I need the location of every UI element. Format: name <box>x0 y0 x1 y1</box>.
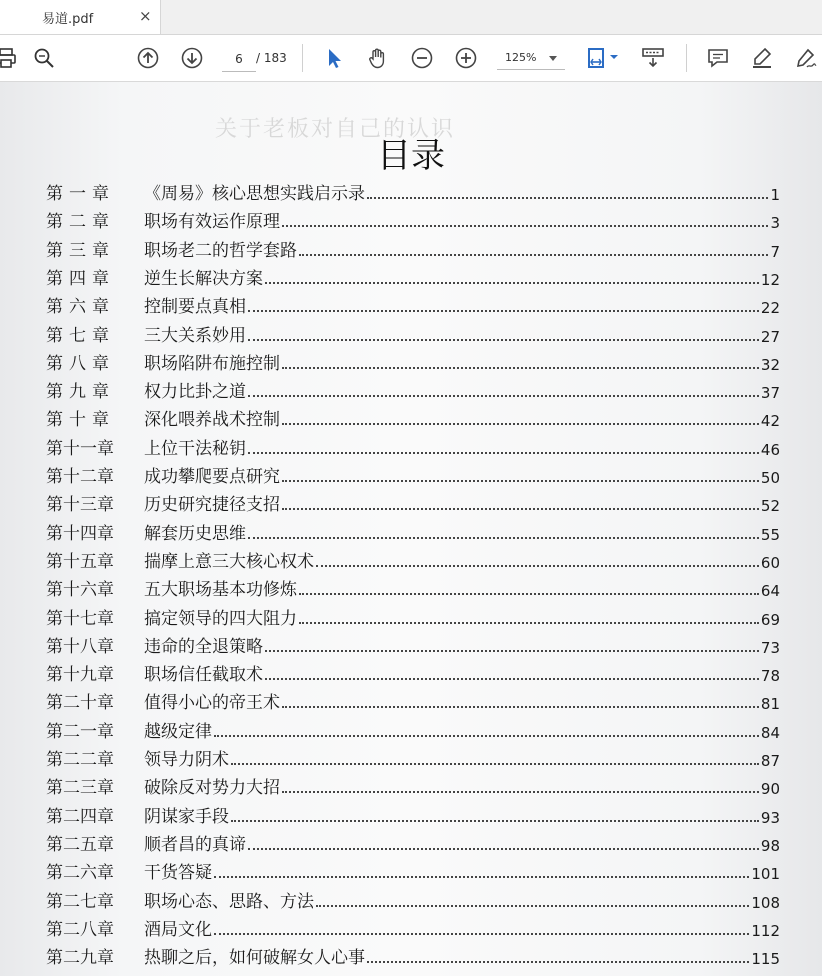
toc-page-number: 112 <box>751 921 780 940</box>
toc-chapter-title: 控制要点真相 <box>144 297 246 318</box>
toc-entry[interactable] <box>46 237 780 261</box>
toc-entry[interactable] <box>46 605 780 629</box>
tab-title: 易道.pdf <box>42 12 94 27</box>
toc-entry[interactable] <box>46 378 780 402</box>
toc-page-number: 1 <box>770 186 780 204</box>
toc-dot-leader <box>367 960 749 963</box>
toc-chapter-title: 顺者昌的真谛 <box>144 834 246 855</box>
toc-dot-leader <box>248 451 759 454</box>
comment-icon[interactable] <box>706 46 730 70</box>
toc-entry[interactable] <box>46 293 780 317</box>
print-icon[interactable] <box>0 46 18 70</box>
toc-entry[interactable] <box>46 463 780 487</box>
toc-page-number: 101 <box>751 865 780 884</box>
toc-chapter-title: 酒局文化 <box>144 919 212 940</box>
toc-chapter-number: 第二四章 <box>46 806 114 827</box>
toc-dot-leader <box>214 875 749 878</box>
toc-page-number: 3 <box>770 214 780 233</box>
toc-dot-leader <box>282 366 759 369</box>
toc-chapter-number: 第十五章 <box>46 551 114 572</box>
toc-page-number: 98 <box>760 836 780 855</box>
toc-chapter-title: 解套历史思维 <box>144 523 246 544</box>
toc-entry[interactable] <box>46 350 780 374</box>
toc-dot-leader <box>299 592 759 595</box>
toc-dot-leader <box>231 762 759 765</box>
toc-page-number: 27 <box>760 327 780 346</box>
highlight-icon[interactable] <box>750 46 774 70</box>
toolbar-divider <box>302 44 303 72</box>
toc-entry[interactable] <box>46 831 780 855</box>
fit-page-icon[interactable] <box>586 46 622 70</box>
toc-page-number: 93 <box>760 808 780 827</box>
toc-chapter-number: 第九章 <box>46 382 115 403</box>
toc-chapter-title: 干货答疑 <box>144 863 212 884</box>
toc-entry[interactable] <box>46 916 780 940</box>
toc-chapter-number: 第十三章 <box>46 495 114 516</box>
toc-chapter-title: 逆生长解决方案 <box>144 268 263 289</box>
toc-entry[interactable] <box>46 548 780 572</box>
toc-chapter-title: 《周易》核心思想实践启示录 <box>144 184 365 204</box>
toc-entry[interactable] <box>46 208 780 232</box>
page-down-icon[interactable] <box>180 46 204 70</box>
toc-page-number: 69 <box>760 610 780 629</box>
toc-chapter-number: 第十章 <box>46 410 115 431</box>
toc-chapter-number: 第四章 <box>46 268 115 289</box>
document-tab[interactable] <box>0 0 161 34</box>
toc-chapter-number: 第二六章 <box>46 863 114 884</box>
toc-page-number: 32 <box>760 355 780 374</box>
toc-chapter-number: 第二十章 <box>46 693 114 714</box>
toc-chapter-number: 第二三章 <box>46 778 114 799</box>
toc-dot-leader <box>367 196 768 199</box>
toolbar-divider <box>686 44 687 72</box>
toc-chapter-title: 职场有效运作原理 <box>144 212 280 233</box>
toc-entry[interactable] <box>46 888 780 912</box>
toc-page-number: 37 <box>760 384 780 403</box>
toc-dot-leader <box>282 224 768 227</box>
toc-chapter-number: 第二八章 <box>46 919 114 940</box>
page-number-input[interactable] <box>222 47 256 72</box>
toc-chapter-title: 值得小心的帝王术 <box>144 693 280 714</box>
toc-entry[interactable] <box>46 803 780 827</box>
toc-chapter-number: 第十二章 <box>46 467 114 487</box>
toc-chapter-title: 历史研究捷径支招 <box>144 495 280 516</box>
toc-chapter-title: 成功攀爬要点研究 <box>144 467 280 487</box>
toc-chapter-title: 揣摩上意三大核心权术 <box>144 551 314 572</box>
tab-bar <box>0 0 822 35</box>
toc-entry[interactable] <box>46 859 780 883</box>
toc-entry[interactable] <box>46 265 780 289</box>
toc-chapter-title: 五大职场基本功修炼 <box>144 580 297 601</box>
page-total: / 183 <box>256 51 287 65</box>
toc-page-number: 64 <box>760 582 780 601</box>
toc-chapter-number: 第二一章 <box>46 721 114 742</box>
toc-dot-leader <box>248 394 759 397</box>
toc-dot-leader <box>282 479 759 482</box>
toc-dot-leader <box>299 253 768 256</box>
hand-tool-icon[interactable] <box>366 46 390 70</box>
toc-chapter-number: 第七章 <box>46 325 115 346</box>
toc-chapter-title: 阴谋家手段 <box>144 806 229 827</box>
toc-chapter-title: 破除反对势力大招 <box>144 778 280 799</box>
toc-entry[interactable] <box>46 746 780 770</box>
toc-chapter-number: 第二二章 <box>46 750 114 770</box>
toc-chapter-number: 第一章 <box>46 184 115 204</box>
toc-entry[interactable] <box>46 689 780 713</box>
toc-page-number: 55 <box>760 525 780 544</box>
toc-chapter-number: 第十四章 <box>46 523 114 544</box>
sign-icon[interactable] <box>794 46 818 70</box>
toc-chapter-title: 深化喂养战术控制 <box>144 410 280 431</box>
toc-chapter-number: 第二七章 <box>46 891 114 912</box>
toc-dot-leader <box>282 790 759 793</box>
toc-chapter-title: 职场老二的哲学套路 <box>144 240 297 261</box>
toc-entry[interactable] <box>46 322 780 346</box>
toc-dot-leader <box>248 847 759 850</box>
toc-page-number: 12 <box>760 270 780 289</box>
toc-page-number: 42 <box>760 412 780 431</box>
toc-chapter-number: 第十七章 <box>46 608 114 629</box>
read-mode-icon[interactable] <box>641 46 665 70</box>
toc-dot-leader <box>282 705 759 708</box>
toc-chapter-title: 三大关系妙用 <box>144 325 246 346</box>
toc-entry[interactable] <box>46 774 780 798</box>
toolbar <box>0 35 822 82</box>
toc-entry[interactable] <box>46 435 780 459</box>
toc-page-number: 87 <box>760 752 780 770</box>
select-cursor-icon[interactable] <box>323 46 347 70</box>
toc-dot-leader <box>265 677 759 680</box>
toc-dot-leader <box>282 507 759 510</box>
toc-entry[interactable] <box>46 520 780 544</box>
toc-dot-leader <box>316 904 749 907</box>
toc-chapter-title: 职场心态、思路、方法 <box>144 891 314 912</box>
toc-page-number: 60 <box>760 553 780 572</box>
chevron-down-icon <box>549 56 557 61</box>
toc-page-number: 46 <box>760 440 780 459</box>
toc-dot-leader <box>248 309 759 312</box>
toc-page-number: 108 <box>751 893 780 912</box>
toc-page-number: 90 <box>760 780 780 799</box>
toc-chapter-number: 第十九章 <box>46 665 114 686</box>
toc-dot-leader <box>265 281 759 284</box>
toc-chapter-title: 职场信任截取术 <box>144 665 263 686</box>
toc-chapter-title: 越级定律 <box>144 721 212 742</box>
toc-entry[interactable] <box>46 633 780 657</box>
toc-chapter-number: 第二章 <box>46 212 115 233</box>
page-title: 目录 <box>377 136 445 176</box>
toc-chapter-number: 第十六章 <box>46 580 114 601</box>
toc-page-number: 52 <box>760 497 780 516</box>
toc-entry[interactable] <box>46 406 780 430</box>
toc-page-number: 84 <box>760 723 780 742</box>
zoom-in-icon[interactable] <box>454 46 478 70</box>
toc-page-number: 81 <box>760 695 780 714</box>
toc-page-number: 50 <box>760 469 780 487</box>
toc-page-number: 115 <box>751 950 780 969</box>
toc-dot-leader <box>299 621 759 624</box>
toc-dot-leader <box>265 649 759 652</box>
toc-entry[interactable] <box>46 180 780 204</box>
pdf-page[interactable] <box>0 82 822 976</box>
toc-page-number: 73 <box>760 638 780 657</box>
toc-chapter-title: 领导力阴术 <box>144 750 229 770</box>
toc-entry[interactable] <box>46 661 780 685</box>
toc-chapter-number: 第二五章 <box>46 834 114 855</box>
toc-dot-leader <box>248 338 759 341</box>
toc-dot-leader <box>231 819 759 822</box>
close-tab-icon[interactable]: × <box>139 7 152 25</box>
toc-entry[interactable] <box>46 576 780 600</box>
toc-page-number: 7 <box>770 242 780 261</box>
toc-chapter-title: 上位干法秘钥 <box>144 438 246 459</box>
page-up-icon[interactable] <box>136 46 160 70</box>
toc-dot-leader <box>248 536 759 539</box>
toc-page-number: 78 <box>760 667 780 686</box>
zoom-value: 125% <box>505 51 537 64</box>
toc-dot-leader <box>214 734 759 737</box>
toc-entry[interactable] <box>46 944 780 968</box>
toc-entry[interactable] <box>46 718 780 742</box>
bleed-through-text: 关于老板对自己的认识 <box>215 117 456 142</box>
toc-chapter-number: 第十一章 <box>46 438 114 459</box>
toc-chapter-number: 第十八章 <box>46 636 114 657</box>
toc-dot-leader <box>214 932 749 935</box>
toc-dot-leader <box>282 422 759 425</box>
zoom-dropdown[interactable] <box>497 47 565 70</box>
toc-page-number: 22 <box>760 299 780 318</box>
search-icon[interactable] <box>32 46 56 70</box>
toc-chapter-number: 第八章 <box>46 353 115 374</box>
toc-chapter-title: 热聊之后，如何破解女人心事 <box>144 948 365 969</box>
toc-entry[interactable] <box>46 491 780 515</box>
zoom-out-icon[interactable] <box>410 46 434 70</box>
toc-chapter-title: 权力比卦之道 <box>144 382 246 403</box>
toc-chapter-title: 搞定领导的四大阻力 <box>144 608 297 629</box>
toc-chapter-title: 职场陷阱布施控制 <box>144 353 280 374</box>
toc-chapter-title: 违命的全退策略 <box>144 636 263 657</box>
toc-chapter-number: 第三章 <box>46 240 115 261</box>
toc-chapter-number: 第六章 <box>46 297 115 318</box>
toc-dot-leader <box>316 564 759 567</box>
toc-chapter-number: 第二九章 <box>46 948 114 969</box>
